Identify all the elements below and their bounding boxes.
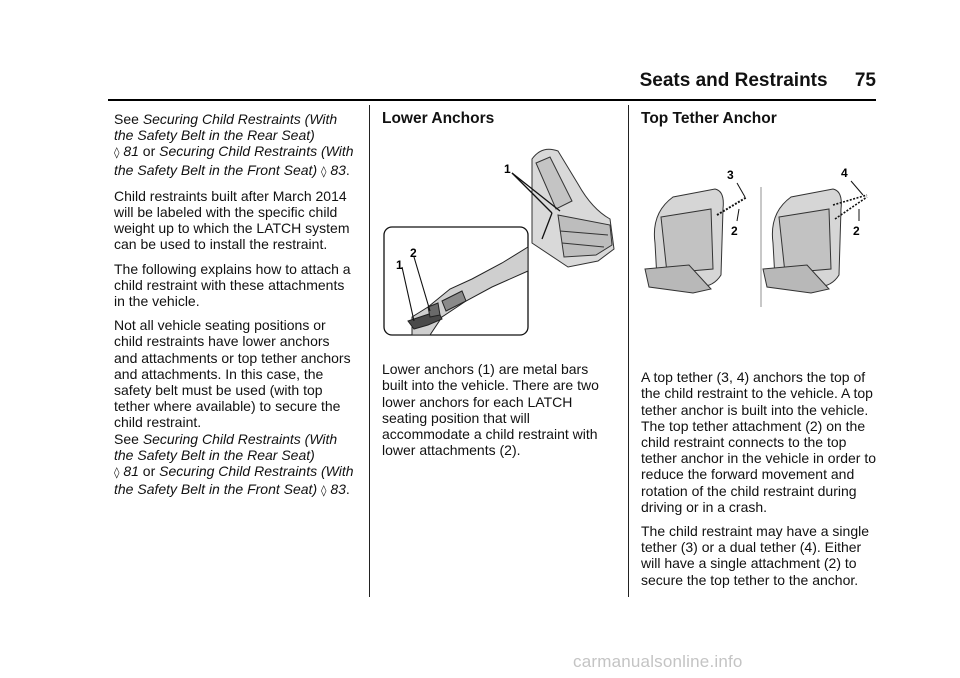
page-ref[interactable]: 83 [330, 481, 346, 498]
lower-anchors-figure [382, 139, 618, 349]
callout-attachment-left: 2 [731, 224, 738, 239]
body-paragraph: Not all vehicle seating positions or child restraints have lower anchors and attachments or top tether anchors and attachments. In this case, the safety belt must be used (with top tether where available) to secure the child restraint. [114, 317, 351, 431]
cross-reference-link[interactable]: Securing Child Restraints (With the Safety Belt in the Rear Seat) [114, 430, 338, 463]
cross-reference-paragraph: See Securing Child Restraints (With the Safety Belt in the Rear Seat) ◊ 81 or Securing Child Restraints (With the Safety Belt in the Front Seat) ◊ 83. [114, 111, 354, 178]
column-divider [628, 105, 629, 597]
page-header [108, 70, 876, 94]
page-ref[interactable]: 81 [123, 463, 139, 480]
section-heading: Top Tether Anchor [641, 110, 777, 127]
xref-icon: ◊ [321, 164, 327, 178]
body-paragraph: Child restraints built after March 2014 will be labeled with the specific child weight up to which the LATCH system can be used to install the restraint. [114, 187, 350, 253]
cross-reference-link[interactable]: Securing Child Restraints (With the Safety Belt in the Rear Seat) [114, 111, 338, 144]
cross-reference-link[interactable]: Securing Child Restraints (With the Safety Belt in the Front Seat) [114, 463, 354, 498]
section-heading: Lower Anchors [382, 110, 495, 127]
callout-inset-anchor: 1 [396, 258, 403, 273]
body-paragraph: The following explains how to attach a child restraint with these attachments in the vehicle. [114, 260, 351, 310]
top-tether-figure [641, 157, 877, 337]
callout-attachment-right: 2 [853, 224, 860, 239]
column-left [114, 111, 354, 507]
body-paragraph: The child restraint may have a single tether (3) or a dual tether (4). Either will have a single attachment (2) to secure the top tether to the anchor. [641, 523, 869, 588]
header-rule [108, 99, 876, 101]
body-paragraph: A top tether (3, 4) anchors the top of the child restraint to the vehicle. A top tether anchor is built into the vehicle. The top tether attachment (2) on the child restraint connects to the top tether anchor in the vehicle in order to reduce the forward movement and rotation of the child restraint during driving or in a crash. [641, 369, 877, 515]
callout-line [737, 183, 745, 197]
page-ref[interactable]: 83 [330, 161, 346, 178]
callout-line [737, 209, 739, 221]
body-paragraph: Lower anchors (1) are metal bars built into the vehicle. There are two lower anchors for each LATCH seating position that will accommodate a child restraint with lower attachments (2). [382, 361, 599, 459]
callout-single-tether: 3 [727, 168, 734, 183]
cross-reference-paragraph: See Securing Child Restraints (With the Safety Belt in the Rear Seat) ◊ 81 or Securing Child Restraints (With the Safety Belt in the Front Seat) ◊ 83. [114, 430, 354, 498]
cross-reference-link[interactable]: Securing Child Restraints (With the Safety Belt in the Front Seat) [114, 143, 354, 178]
callout-anchors: 1 [504, 162, 511, 177]
page-ref[interactable]: 81 [123, 143, 139, 160]
xref-icon: ◊ [321, 484, 327, 498]
xref-icon: ◊ [114, 466, 120, 480]
callout-dual-tether: 4 [841, 166, 848, 181]
page-number: 75 [854, 70, 876, 91]
xref-icon: ◊ [114, 146, 120, 160]
column-divider [369, 105, 370, 597]
callout-line [851, 181, 863, 195]
section-title: Seats and Restraints [639, 70, 828, 91]
column-middle [382, 111, 614, 466]
rear-seat-illustration [532, 149, 614, 267]
child-seat-single-tether [645, 189, 723, 293]
child-seat-dual-tether [763, 189, 841, 293]
callout-inset-attachment: 2 [410, 246, 417, 261]
watermark-text: carmanualsonline.info [573, 652, 743, 671]
column-right [641, 111, 881, 596]
